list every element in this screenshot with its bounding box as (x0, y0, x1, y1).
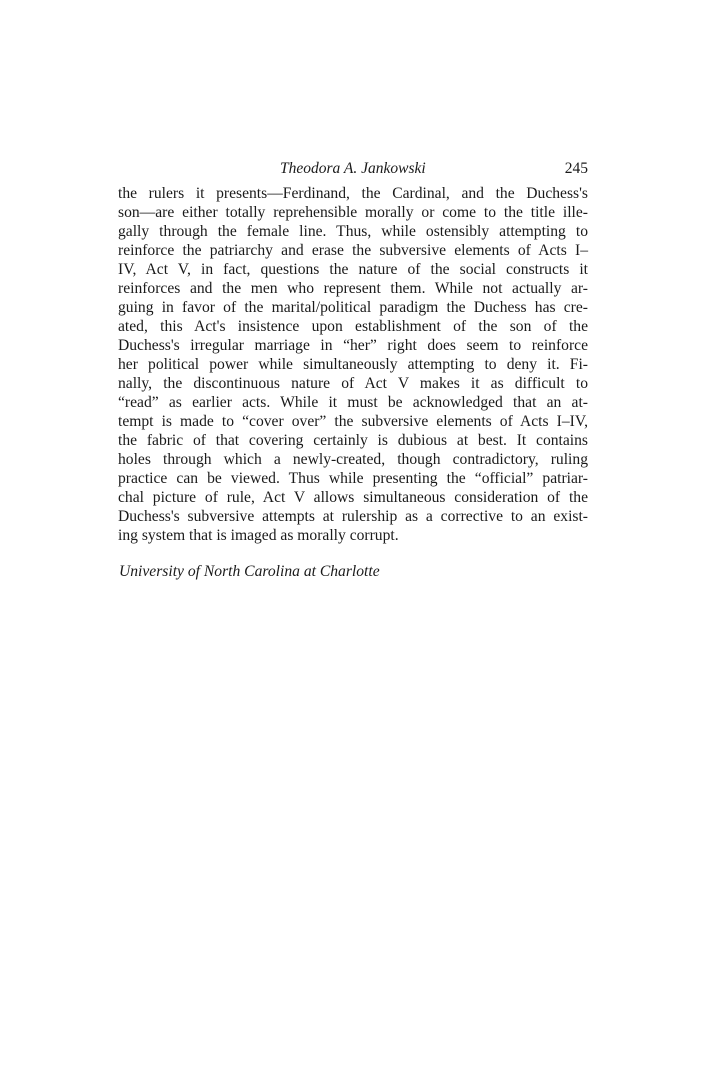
text-line: nally, the discontinuous nature of Act V makes it as difficult to (118, 375, 588, 392)
text-line: IV, Act V, in fact, questions the nature of the social constructs it (118, 261, 588, 278)
text-line: Duchess's subversive attempts at rulership as a corrective to an exist- (118, 508, 588, 525)
running-head-author: Theodora A. Jankowski (280, 160, 426, 177)
page (118, 160, 588, 581)
text-line: practice can be viewed. Thus while presenting the “official” patriar- (118, 470, 588, 487)
page-number: 245 (564, 160, 588, 177)
text-line: guing in favor of the marital/political paradigm the Duchess has cre- (118, 299, 588, 316)
text-line: ing system that is imaged as morally corrupt. (118, 527, 399, 544)
text-line: the fabric of that covering certainly is dubious at best. It contains (118, 432, 588, 449)
text-line: “read” as earlier acts. While it must be acknowledged that an at- (118, 394, 588, 411)
text-line: reinforces and the men who represent them. While not actually ar- (118, 280, 588, 297)
author-affiliation: University of North Carolina at Charlotte (119, 563, 380, 580)
text-line: reinforce the patriarchy and erase the subversive elements of Acts I– (118, 242, 588, 259)
text-line: gally through the female line. Thus, while ostensibly attempting to (118, 223, 588, 240)
body-paragraph (118, 184, 588, 545)
text-line: tempt is made to “cover over” the subversive elements of Acts I–IV, (118, 413, 588, 430)
text-line: chal picture of rule, Act V allows simultaneous consideration of the (118, 489, 588, 506)
text-line: holes through which a newly-created, though contradictory, ruling (118, 451, 588, 468)
text-line: her political power while simultaneously attempting to deny it. Fi- (118, 356, 588, 373)
running-head (118, 160, 588, 184)
text-line: son—are either totally reprehensible morally or come to the title ille- (118, 204, 588, 221)
text-line: Duchess's irregular marriage in “her” right does seem to reinforce (118, 337, 588, 354)
text-line: ated, this Act's insistence upon establishment of the son of the (118, 318, 588, 335)
text-line: the rulers it presents—Ferdinand, the Cardinal, and the Duchess's (118, 185, 588, 202)
